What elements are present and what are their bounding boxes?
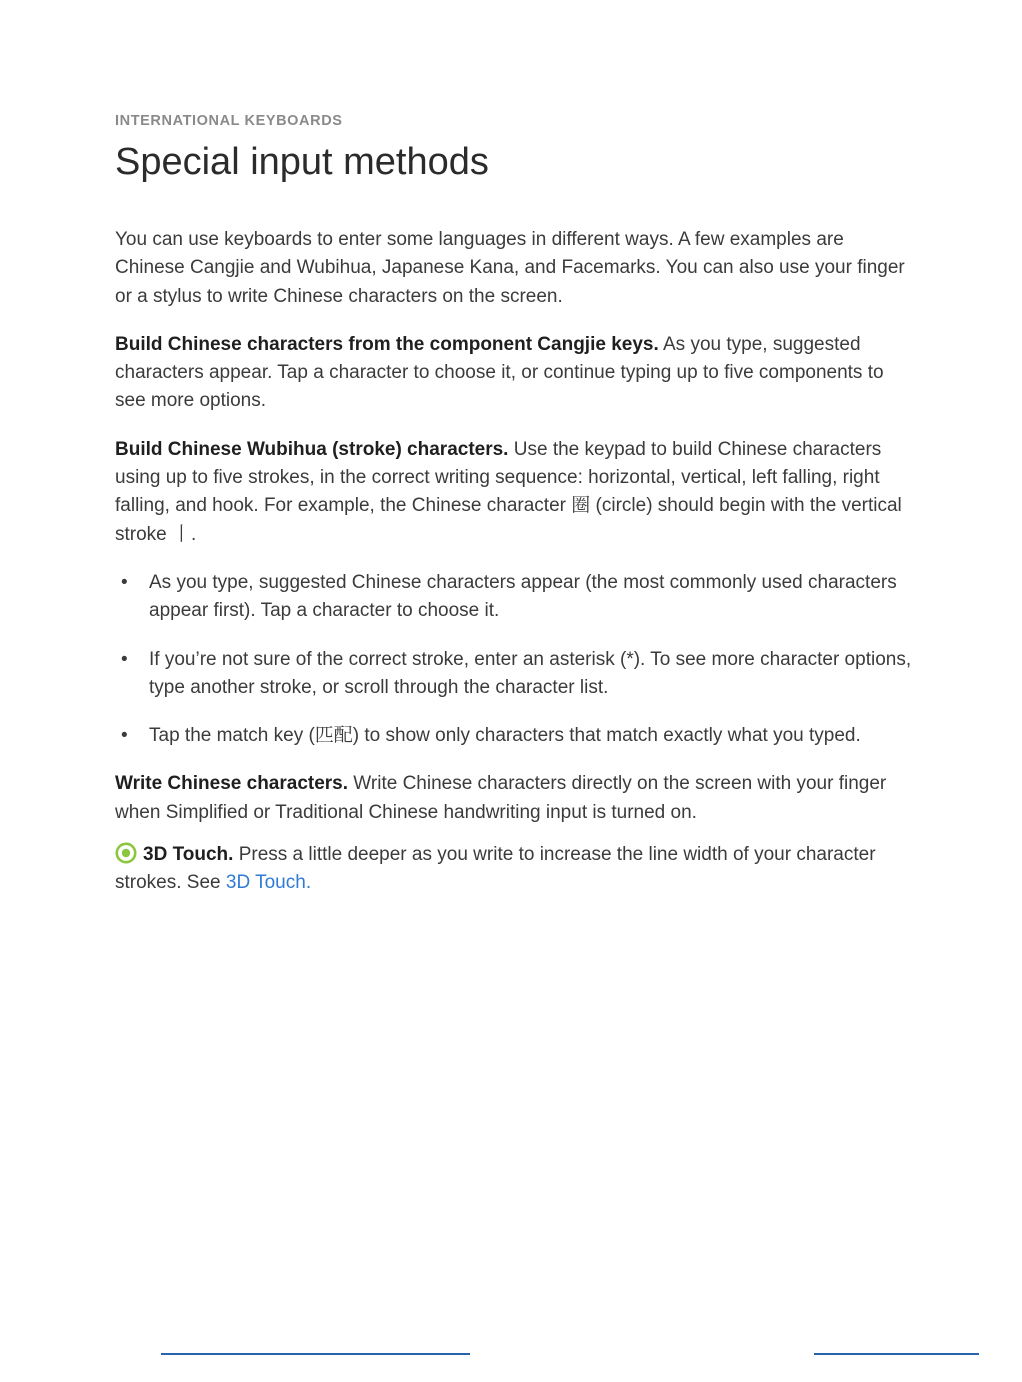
cangjie-body: As you type, suggested characters appear. Tap a character to choose it, or continue typing up to five components to see more options.	[115, 333, 884, 412]
wubihua-paragraph	[115, 436, 915, 549]
touch-paragraph	[115, 841, 915, 898]
3d-touch-link[interactable]: 3D Touch	[225, 872, 306, 894]
bullet-icon: •	[121, 725, 128, 747]
3d-touch-icon	[115, 842, 137, 864]
touch-link-period: .	[305, 872, 312, 894]
section-label: INTERNATIONAL KEYBOARDS	[115, 113, 343, 129]
handwriting-paragraph	[115, 770, 915, 827]
wubihua-body: Use the keypad to build Chinese characters using up to five strokes, in the correct writing sequence: horizontal, vertical, left falling, right falling, and hook. For example, the Chinese character 圈 (circle) should begin with the vertical stroke 丨.	[115, 438, 902, 545]
cangjie-paragraph	[115, 331, 915, 416]
handwriting-heading: Write Chinese characters.	[115, 773, 349, 795]
list-item-text: If you’re not sure of the correct stroke, enter an asterisk (*). To see more character options, type another stroke, or scroll through the character list.	[149, 648, 912, 698]
wubihua-heading: Build Chinese Wubihua (stroke) characters.	[115, 438, 509, 460]
page-title: Special input methods	[115, 141, 489, 183]
list-item	[115, 646, 915, 703]
footer-rule-right	[814, 1353, 979, 1355]
list-item	[115, 722, 915, 750]
bullet-icon: •	[121, 571, 128, 593]
handwriting-body: Write Chinese characters directly on the screen with your finger when Simplified or Traditional Chinese handwriting input is turned on.	[115, 773, 887, 823]
touch-body: Press a little deeper as you write to increase the line width of your character strokes. See	[115, 844, 876, 894]
cangjie-heading: Build Chinese characters from the component Cangjie keys.	[115, 333, 659, 355]
list-item-text: Tap the match key (匹配) to show only characters that match exactly what you typed.	[149, 725, 861, 747]
footer-rule-left	[161, 1353, 470, 1355]
touch-heading: 3D Touch.	[143, 844, 234, 866]
page-content	[115, 112, 915, 898]
wubihua-tips-list	[115, 569, 915, 750]
list-item-text: As you type, suggested Chinese characters appear (the most commonly used characters appear first). Tap a character to choose it.	[149, 571, 897, 622]
list-item	[115, 569, 915, 626]
bullet-icon: •	[121, 648, 128, 670]
intro-paragraph: You can use keyboards to enter some languages in different ways. A few examples are Chinese Cangjie and Wubihua, Japanese Kana, and Facemarks. You can also use your finger or a stylus to write Chinese characters on the screen.	[115, 229, 905, 307]
